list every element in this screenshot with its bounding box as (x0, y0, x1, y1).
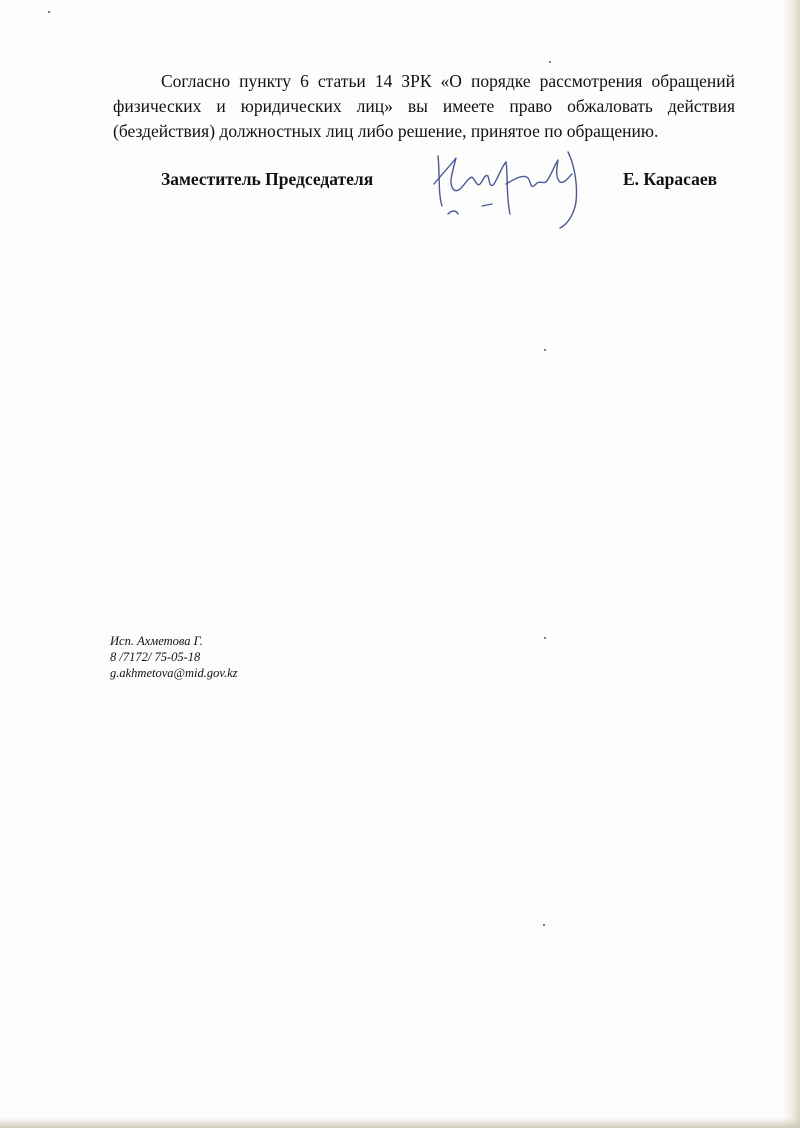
appeal-rights-paragraph: Согласно пункту 6 статьи 14 ЗРК «О порядке рассмотрения обращений физических и юридических лиц» вы имеете право обжаловать действия (бездействия) должностных лиц либо решение, принятое по обращению. (113, 71, 735, 141)
signatory-title: Заместитель Председателя (161, 169, 374, 189)
scan-speck (544, 637, 546, 639)
executor-name: Исп. Ахметова Г. (110, 634, 203, 648)
scan-speck (543, 924, 545, 926)
signatory-name: Е. Карасаев (623, 169, 718, 189)
executor-block (110, 633, 238, 681)
executor-phone: 8 /7172/ 75-05-18 (110, 650, 201, 664)
paper-edge-shadow (782, 0, 800, 1128)
scan-speck (544, 349, 546, 351)
scan-speck (48, 11, 50, 13)
executor-email: g.akhmetova@mid.gov.kz (110, 666, 238, 680)
paper-bottom-shadow (0, 1118, 800, 1128)
scan-speck (549, 61, 551, 63)
handwritten-signature (428, 144, 588, 230)
